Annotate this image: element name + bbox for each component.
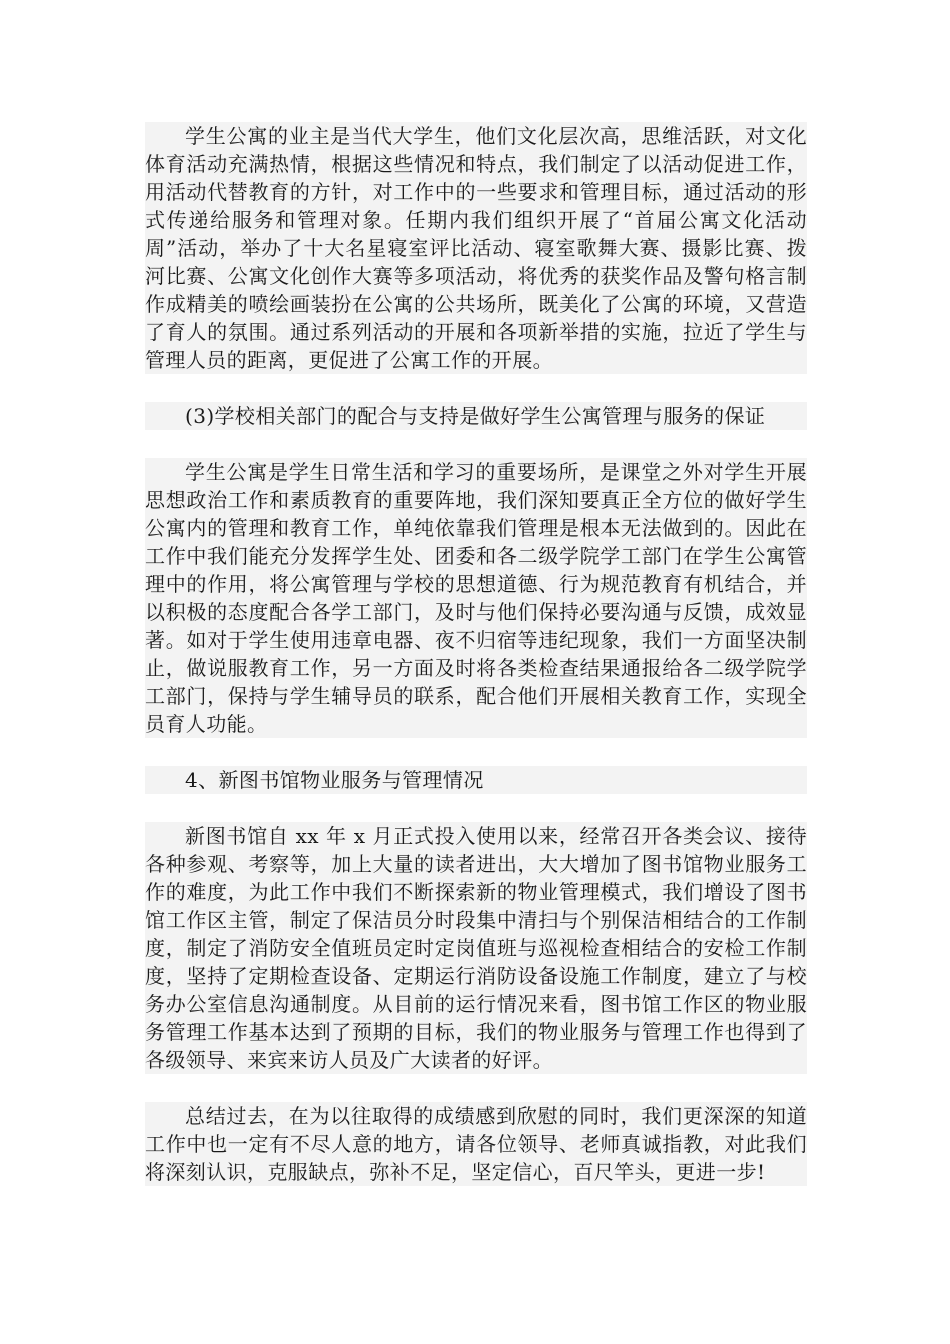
paragraph-gap <box>145 794 807 822</box>
document-body <box>145 122 807 1186</box>
paragraph-gap <box>145 430 807 458</box>
paragraph-apartment-activities: 学生公寓的业主是当代大学生，他们文化层次高，思维活跃，对文化体育活动充满热情，根据这些情况和特点，我们制定了以活动促进工作，用活动代替教育的方针，对工作中的一些要求和管理目标，通过活动的形式传递给服务和管理对象。任期内我们组织开展了“首届公寓文化活动周”活动，举办了十大名星寝室评比活动、寝室歌舞大赛、摄影比赛、拨河比赛、公寓文化创作大赛等多项活动，将优秀的获奖作品及警句格言制作成精美的喷绘画装扮在公寓的公共场所，既美化了公寓的环境，又营造了育人的氛围。通过系列活动的开展和各项新举措的实施，拉近了学生与管理人员的距离，更促进了公寓工作的开展。 <box>145 124 807 372</box>
paragraph-department-cooperation: 学生公寓是学生日常生活和学习的重要场所，是课堂之外对学生开展思想政治工作和素质教育的重要阵地，我们深知要真正全方位的做好学生公寓内的管理和教育工作，单纯依靠我们管理是根本无法做到的。因此在工作中我们能充分发挥学生处、团委和各二级学院学工部门在学生公寓管理中的作用，将公寓管理与学校的思想道德、行为规范教育有机结合，并以积极的态度配合各学工部门，及时与他们保持必要沟通与反馈，成效显著。如对于学生使用违章电器、夜不归宿等违纪现象，我们一方面坚决制止，做说服教育工作，另一方面及时将各类检查结果通报给各二级学院学工部门，保持与学生辅导员的联系，配合他们开展相关教育工作，实现全员育人功能。 <box>145 460 807 736</box>
section-heading-department-support: (3)学校相关部门的配合与支持是做好学生公寓管理与服务的保证 <box>145 402 807 430</box>
paragraph-library-management: 新图书馆自 xx 年 x 月正式投入使用以来，经常召开各类会议、接待各种参观、考察等，加上大量的读者进出，大大增加了图书馆物业服务工作的难度，为此工作中我们不断探索新的物业管理模式，我们增设了图书馆工作区主管，制定了保洁员分时段集中清扫与个别保洁相结合的工作制度，制定了消防安全值班员定时定岗值班与巡视检查相结合的安检工作制度，坚持了定期检查设备、定期运行消防设备设施工作制度，建立了与校务办公室信息沟通制度。从目前的运行情况来看，图书馆工作区的物业服务管理工作基本达到了预期的目标，我们的物业服务与管理工作也得到了各级领导、来宾来访人员及广大读者的好评。 <box>145 824 807 1072</box>
paragraph-gap <box>145 1074 807 1102</box>
section-heading-library-services: 4、新图书馆物业服务与管理情况 <box>145 766 807 794</box>
paragraph-gap <box>145 374 807 402</box>
paragraph-gap <box>145 738 807 766</box>
paragraph-conclusion: 总结过去，在为以往取得的成绩感到欣慰的同时，我们更深深的知道工作中也一定有不尽人意的地方，请各位领导、老师真诚指教，对此我们将深刻认识，克服缺点，弥补不足，坚定信心，百尺竿头，更进一步! <box>145 1104 807 1184</box>
